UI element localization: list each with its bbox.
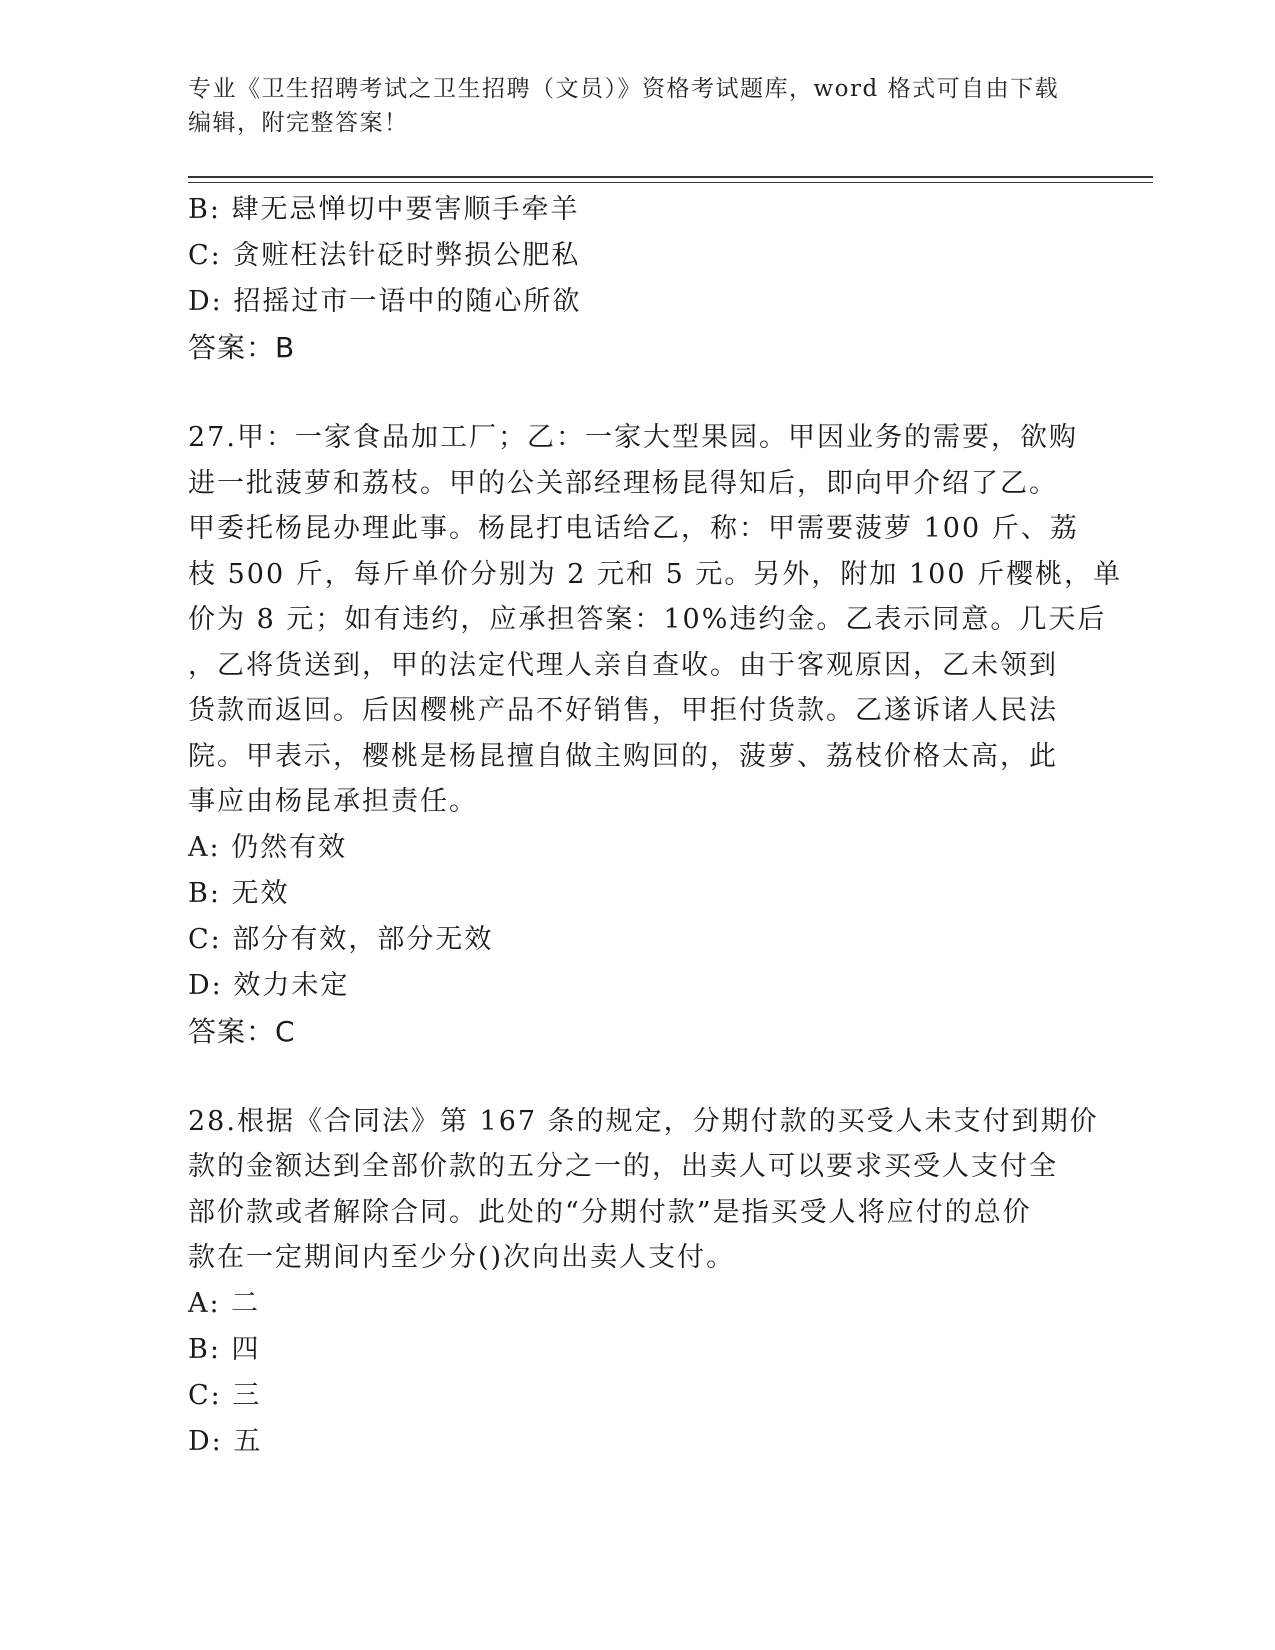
question-27-block — [188, 415, 1123, 1055]
question-text-line: ，乙将货送到，甲的法定代理人亲自查收。由于客观原因，乙未领到 — [188, 649, 1058, 681]
option-d: D: 招摇过市一语中的随心所欲 — [188, 286, 582, 317]
question-27-text — [188, 415, 1123, 825]
question-text-line: 甲委托杨昆办理此事。杨昆打电话给乙，称：甲需要菠萝 100 斤、荔 — [188, 513, 1079, 544]
option-b: B: 肆无忌惮切中要害顺手牵羊 — [188, 194, 580, 225]
question-text-line: 枝 500 斤，每斤单价分别为 2 元和 5 元。另外，附加 100 斤樱桃，单 — [188, 558, 1123, 590]
spacer — [188, 1055, 1088, 1099]
document-body — [188, 187, 1123, 1465]
question-text-line: 价为 8 元；如有违约，应承担答案：10%违约金。乙表示同意。几天后 — [188, 604, 1107, 635]
question-text-line: 部价款或者解除合同。此处的“分期付款”是指买受人将应付的总价 — [188, 1196, 1032, 1228]
option-c: C: 部分有效，部分无效 — [188, 923, 494, 955]
option-a: A: 二 — [188, 1287, 261, 1319]
question-text-line: 进一批菠萝和荔枝。甲的公关部经理杨昆得知后，即向甲介绍了乙。 — [188, 467, 1058, 499]
option-c: C: 贪赃枉法针砭时弊损公肥私 — [188, 240, 581, 271]
question-28-block — [188, 1099, 1099, 1465]
option-b: B: 四 — [188, 1333, 261, 1365]
option-a: A: 仍然有效 — [188, 831, 348, 863]
spacer — [188, 371, 1088, 415]
header-line-2: 编辑，附完整答案！ — [188, 110, 409, 136]
answer-label: 答案：B — [188, 331, 296, 364]
document-header — [188, 72, 1088, 140]
question-text-line: 款的金额达到全部价款的五分之一的，出卖人可以要求买受人支付全 — [188, 1151, 1058, 1182]
option-c: C: 三 — [188, 1379, 262, 1411]
question-text-line: 院。甲表示，樱桃是杨昆擅自做主购回的，菠萝、荔枝价格太高，此 — [188, 740, 1058, 772]
question-26-block — [188, 187, 1088, 371]
question-text-line: 28.根据《合同法》第 167 条的规定，分期付款的买受人未支付到期价 — [188, 1105, 1099, 1137]
option-d: D: 五 — [188, 1425, 263, 1457]
option-d: D: 效力未定 — [188, 969, 350, 1001]
question-text-line: 27.甲：一家食品加工厂；乙：一家大型果园。甲因业务的需要，欲购 — [188, 422, 1078, 453]
question-text-line: 款在一定期间内至少分()次向出卖人支付。 — [188, 1242, 736, 1273]
answer-label: 答案：C — [188, 1014, 296, 1048]
question-28-text — [188, 1099, 1099, 1281]
question-text-line: 货款而返回。后因樱桃产品不好销售，甲拒付货款。乙遂诉诸人民法 — [188, 695, 1058, 726]
header-line-1: 专业《卫生招聘考试之卫生招聘（文员）》资格考试题库，word 格式可自由下载 — [188, 76, 1060, 102]
question-text-line: 事应由杨昆承担责任。 — [188, 786, 478, 817]
option-b: B: 无效 — [188, 877, 290, 909]
header-divider — [188, 176, 1153, 183]
